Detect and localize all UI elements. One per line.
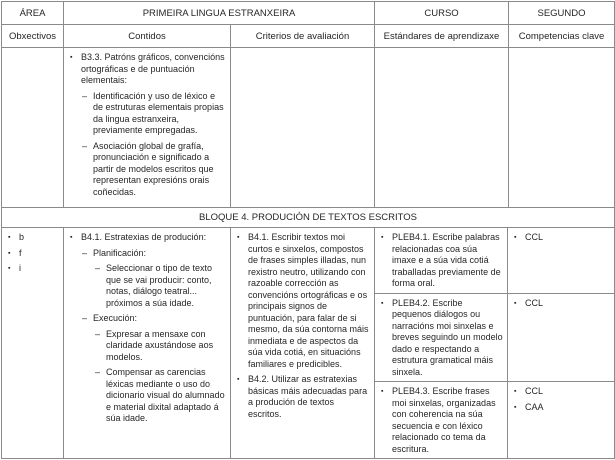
list-item	[513, 402, 610, 414]
bullet-square-icon: ▪	[70, 234, 73, 241]
list-item-text: B4.1. Escribir textos moi curtos e sinxelos, compostos de frases simples illadas, nun rexistro neutro, utilizando con razoable corrección as convencións ortográficas e os principais signos de puntuación, para falar de si mesmo, da súa contorna máis inmediata e de aspectos da súa vida cotiá, en situacións familiares e predicibles.	[248, 232, 369, 369]
list-item-text: Execución:	[93, 313, 138, 323]
header-area: ÁREA	[2, 2, 64, 25]
list-item-text: CCL	[525, 386, 544, 396]
list-item	[513, 298, 610, 310]
estandar-cell	[375, 294, 508, 382]
list-item	[513, 386, 610, 398]
list-item	[69, 367, 225, 425]
list-item-text: i	[19, 263, 21, 273]
list-item-text: Seleccionar o tipo de texto que se vai producir: conto, notas, diálogo teatral... próximos a súa idade.	[106, 263, 213, 308]
list-item	[236, 232, 369, 370]
list-item-text: Compensar as carencias léxicas mediante o uso do dicionario visual do alumnado e material dixital adaptado á súa idade.	[106, 367, 225, 423]
header-subject: PRIMEIRA LINGUA ESTRANXEIRA	[64, 2, 375, 25]
list-item	[69, 52, 225, 87]
estandar-cell	[375, 382, 508, 458]
list-item-text: Planificación:	[93, 247, 147, 258]
dash-icon: –	[82, 247, 88, 258]
list-item	[236, 374, 369, 420]
bullet-square-icon: ▪	[237, 234, 240, 241]
list-item	[69, 141, 225, 199]
list-item	[380, 232, 503, 290]
bullet-square-icon: ▪	[8, 265, 11, 272]
list-item	[69, 329, 225, 364]
list-item-text: CCL	[525, 232, 544, 242]
list-item-text: B3.3. Patróns gráficos, convencións ortográficas e de puntuación elementais:	[81, 52, 225, 85]
bullet-square-icon: ▪	[514, 388, 517, 395]
list-item-text: b	[19, 232, 25, 242]
header-contidos: Contidos	[64, 25, 231, 48]
bloque4-criterios-list	[236, 232, 369, 420]
header-competencias: Competencias clave	[509, 25, 615, 48]
curriculum-table	[1, 1, 615, 459]
estandar-cell	[375, 228, 508, 293]
bloque4-obxectivos-list	[7, 232, 58, 275]
list-item	[69, 91, 225, 137]
bloque4-contidos-cell	[64, 228, 231, 459]
bloque4-title-row	[2, 208, 615, 228]
bullet-square-icon: ▪	[514, 234, 517, 241]
header-estandares: Estándares de aprendizaxe	[375, 25, 509, 48]
list-item	[69, 313, 225, 325]
list-item-text: B4.1. Estratexias de produción:	[81, 232, 207, 242]
list-item-text: PLEB4.3. Escribe frases moi sinxelas, organizadas con coherencia na súa secuencia e con léxico relacionado co tema da escritura.	[392, 386, 496, 454]
bullet-square-icon: ▪	[514, 299, 517, 307]
bloque4-obxectivos-cell	[2, 228, 64, 459]
bloque3-estandares-cell-empty	[375, 48, 509, 208]
estandar-subrow	[375, 382, 614, 458]
list-item	[69, 248, 225, 260]
bloque3-competencias-cell-empty	[509, 48, 615, 208]
bullet-square-icon: ▪	[381, 234, 384, 241]
bullet-square-icon: ▪	[8, 234, 11, 241]
bloque4-estandares-competencias-cell	[375, 228, 615, 459]
bloque3-criterios-cell-empty	[231, 48, 375, 208]
dash-icon: –	[82, 90, 88, 101]
header-criterios: Criterios de avaliación	[231, 25, 375, 48]
bloque3-contidos-cell	[64, 48, 231, 208]
list-item-text: CCL	[525, 297, 544, 308]
list-item	[7, 232, 58, 244]
header-obxectivos: Obxectivos	[2, 25, 64, 48]
list-item-text: B4.2. Utilizar as estratexias básicas máis adecuadas para a produción de textos escritos.	[248, 374, 368, 419]
competencias-cell	[508, 228, 614, 293]
list-item-text: CAA	[525, 401, 544, 412]
bullet-square-icon: ▪	[8, 249, 11, 257]
list-item	[7, 248, 58, 260]
list-item	[7, 263, 58, 275]
competencias-cell	[508, 382, 614, 458]
list-item	[380, 386, 503, 455]
list-item	[513, 232, 610, 244]
list-item-text: f	[19, 247, 22, 258]
bloque4-criterios-cell	[231, 228, 375, 459]
dash-icon: –	[95, 328, 101, 339]
estandares-subrows	[375, 228, 614, 458]
estandar-subrow	[375, 294, 614, 383]
dash-icon: –	[82, 140, 88, 151]
dash-icon: –	[95, 367, 101, 377]
bloque4-content-row	[2, 228, 615, 459]
bloque3-tail-row	[2, 48, 615, 208]
list-item-text: PLEB4.1. Escribe palabras relacionadas coa súa imaxe e a súa vida cotiá traballadas previamente de forma oral.	[392, 232, 501, 288]
header-curso: CURSO	[375, 2, 509, 25]
bullet-square-icon: ▪	[514, 403, 517, 411]
bullet-square-icon: ▪	[237, 376, 240, 383]
list-item	[69, 263, 225, 309]
bloque4-contidos-list	[69, 232, 225, 425]
list-item-text: PLEB4.2. Escribe pequenos diálogos ou narracións moi sinxelas e breves seguindo un modelo dado e respectando a estrutura gramatical máis sinxela.	[392, 297, 503, 377]
header-row-1	[2, 2, 615, 25]
list-item	[69, 232, 225, 244]
list-item-text: Identificación y uso de léxico e de estruturas elementais propias da lingua estranxeira, previamente empregadas.	[93, 90, 224, 135]
bloque3-contidos-list	[69, 52, 225, 198]
bloque3-obxectivos-cell-empty	[2, 48, 64, 208]
dash-icon: –	[95, 263, 101, 273]
competencias-cell	[508, 294, 614, 382]
bullet-square-icon: ▪	[381, 388, 384, 395]
header-segundo: SEGUNDO	[509, 2, 615, 25]
bullet-square-icon: ▪	[70, 54, 73, 61]
list-item	[380, 298, 503, 379]
header-row-2	[2, 25, 615, 48]
list-item-text: Expresar a mensaxe con claridade axustándose aos modelos.	[106, 328, 214, 362]
bullet-square-icon: ▪	[381, 299, 384, 307]
bloque4-title: BLOQUE 4. PRODUCIÓN DE TEXTOS ESCRITOS	[2, 208, 615, 228]
dash-icon: –	[82, 313, 88, 323]
list-item-text: Asociación global de grafía, pronunciación e significado a partir de modelos escritos que representan expresións orais coñecidas.	[93, 140, 214, 197]
estandar-subrow	[375, 228, 614, 294]
